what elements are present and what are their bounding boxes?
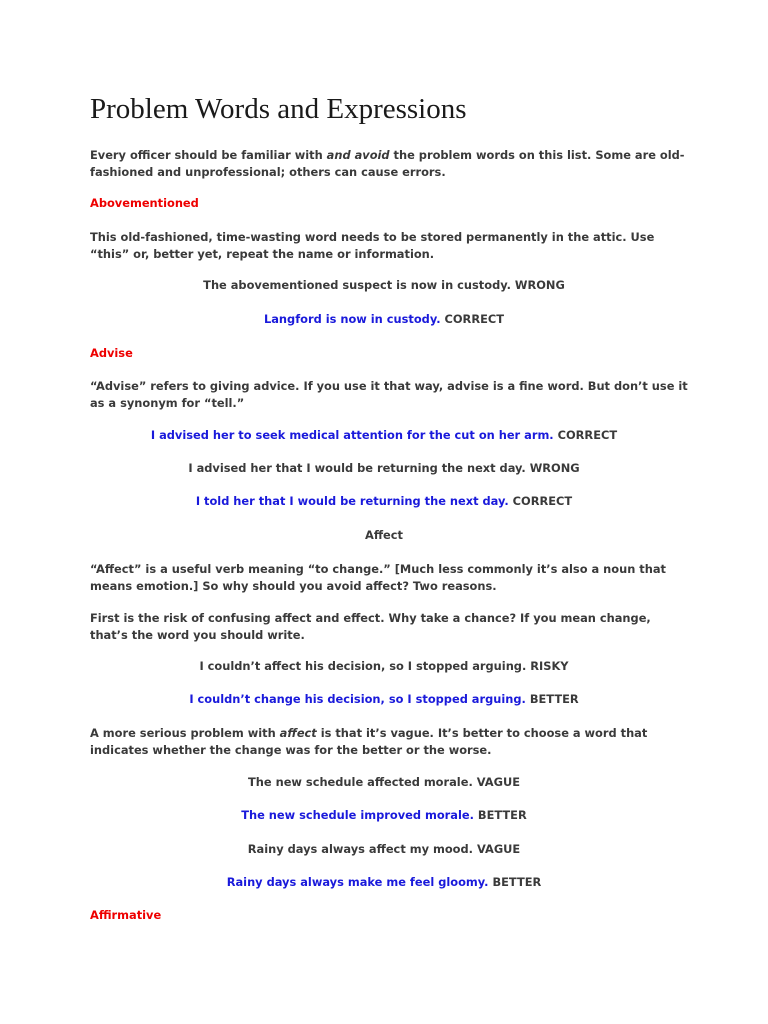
intro-text-end: the problem words on this list. Some are old-fashioned and unprofessional; others can cause errors. — [90, 148, 685, 179]
example-verdict: CORRECT — [553, 428, 618, 442]
heading-affirmative: Affirmative — [90, 908, 162, 922]
affect-emphasis: affect — [279, 726, 317, 740]
example-advise-wrong — [0, 461, 768, 475]
example-text: I told her that I would be returning the next day. — [195, 494, 509, 508]
example-text: The new schedule improved morale. — [241, 808, 474, 822]
example-text: Rainy days always make me feel gloomy. — [226, 875, 489, 889]
intro-paragraph — [90, 147, 690, 181]
example-verdict: CORRECT — [440, 312, 505, 326]
heading-abovementioned: Abovementioned — [90, 196, 199, 210]
intro-emphasis: and avoid — [326, 148, 390, 162]
example-verdict: BETTER — [473, 808, 527, 822]
affect-paragraph-2: First is the risk of confusing affect and effect. Why take a chance? If you mean change, that’s the word you should write. — [90, 611, 651, 642]
example-verdict: BETTER — [525, 692, 579, 706]
heading-affect: Affect — [365, 528, 403, 542]
affect-paragraph-3 — [90, 725, 690, 759]
example-verdict: VAGUE — [472, 775, 520, 789]
example-advise-correct-2 — [0, 494, 768, 508]
page-title: Problem Words and Expressions — [90, 93, 467, 125]
abovementioned-paragraph: This old-fashioned, time-wasting word needs to be stored permanently in the attic. Use “this” or, better yet, repeat the name or information. — [90, 230, 655, 261]
affect-text-start: A more serious problem with — [90, 726, 280, 740]
example-affect-better-2 — [0, 808, 768, 822]
example-text: I advised her that I would be returning the next day. — [188, 461, 526, 475]
example-verdict: WRONG — [525, 461, 580, 475]
affect-paragraph-1: “Affect” is a useful verb meaning “to change.” [Much less commonly it’s also a noun that means emotion.] So why should you avoid affect? Two reasons. — [90, 562, 666, 593]
example-text: I advised her to seek medical attention for the cut on her arm. — [150, 428, 554, 442]
example-affect-better-1 — [0, 692, 768, 706]
example-abovementioned-correct — [0, 312, 768, 326]
example-affect-better-3 — [0, 875, 768, 889]
affect-text-end: is that it’s vague. It’s better to choose a word that indicates whether the change was for the better or the worse. — [90, 726, 648, 757]
example-text: I couldn’t change his decision, so I stopped arguing. — [189, 692, 526, 706]
example-affect-vague-2 — [0, 842, 768, 856]
example-text: The abovementioned suspect is now in custody. — [203, 278, 511, 292]
example-text: Rainy days always affect my mood. — [247, 842, 473, 856]
advise-paragraph: “Advise” refers to giving advice. If you use it that way, advise is a fine word. But don’t use it as a synonym for “tell.” — [90, 379, 688, 410]
heading-advise: Advise — [90, 346, 133, 360]
example-verdict: CORRECT — [508, 494, 573, 508]
example-affect-vague-1 — [0, 775, 768, 789]
example-abovementioned-wrong — [0, 278, 768, 292]
example-text: I couldn’t affect his decision, so I stopped arguing. — [199, 659, 527, 673]
example-text: Langford is now in custody. — [263, 312, 441, 326]
example-verdict: VAGUE — [473, 842, 521, 856]
example-text: The new schedule affected morale. — [248, 775, 473, 789]
example-verdict: RISKY — [526, 659, 569, 673]
example-advise-correct-1 — [0, 428, 768, 442]
example-verdict: BETTER — [488, 875, 542, 889]
intro-text-start: Every officer should be familiar with — [90, 148, 327, 162]
example-affect-risky — [0, 659, 768, 673]
example-verdict: WRONG — [510, 278, 565, 292]
